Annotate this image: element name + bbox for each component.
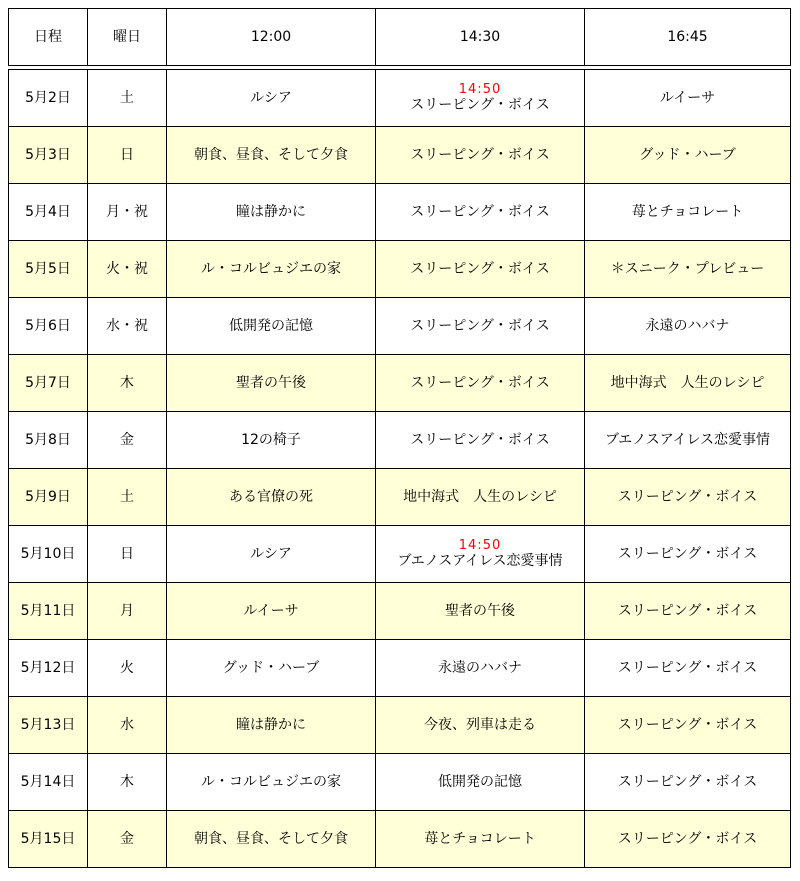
program-title: 聖者の午後 bbox=[445, 602, 515, 619]
slot-1430-cell bbox=[376, 412, 585, 469]
slot-1430-cell bbox=[376, 583, 585, 640]
program-title: 今夜、列車は走る bbox=[424, 716, 536, 733]
program-title: スリーピング・ボイス bbox=[410, 146, 550, 163]
schedule-row bbox=[9, 298, 791, 355]
header-time-1430: 14:30 bbox=[376, 9, 585, 66]
schedule-row bbox=[9, 469, 791, 526]
schedule-row bbox=[9, 355, 791, 412]
date-cell: 5月3日 bbox=[9, 127, 88, 184]
slot-1200-cell: ル・コルビュジエの家 bbox=[167, 241, 376, 298]
program-title: 永遠のハバナ bbox=[438, 659, 522, 676]
slot-1200-cell: 聖者の午後 bbox=[167, 355, 376, 412]
weekday-cell: 木 bbox=[88, 754, 167, 811]
slot-1430-cell bbox=[376, 241, 585, 298]
program-title: 地中海式 人生のレシピ bbox=[403, 488, 557, 505]
slot-1645-cell: 苺とチョコレート bbox=[585, 184, 791, 241]
weekday-cell: 土 bbox=[88, 70, 167, 127]
slot-1200-cell: 低開発の記憶 bbox=[167, 298, 376, 355]
date-cell: 5月9日 bbox=[9, 469, 88, 526]
date-cell: 5月15日 bbox=[9, 811, 88, 868]
date-cell: 5月8日 bbox=[9, 412, 88, 469]
slot-1430-cell bbox=[376, 697, 585, 754]
schedule-row bbox=[9, 754, 791, 811]
slot-1645-cell: スリーピング・ボイス bbox=[585, 697, 791, 754]
slot-1200-cell: ルシア bbox=[167, 70, 376, 127]
slot-1645-cell: スリーピング・ボイス bbox=[585, 469, 791, 526]
schedule-row bbox=[9, 640, 791, 697]
schedule-row bbox=[9, 811, 791, 868]
weekday-cell: 金 bbox=[88, 811, 167, 868]
slot-1645-cell: グッド・ハーブ bbox=[585, 127, 791, 184]
slot-1430-cell bbox=[376, 811, 585, 868]
date-cell: 5月12日 bbox=[9, 640, 88, 697]
slot-1200-cell: 瞳は静かに bbox=[167, 184, 376, 241]
weekday-cell: 火 bbox=[88, 640, 167, 697]
slot-1430-cell bbox=[376, 640, 585, 697]
slot-1645-cell: スリーピング・ボイス bbox=[585, 583, 791, 640]
slot-1200-cell: 瞳は静かに bbox=[167, 697, 376, 754]
schedule-row bbox=[9, 184, 791, 241]
date-cell: 5月6日 bbox=[9, 298, 88, 355]
program-title: スリーピング・ボイス bbox=[410, 203, 550, 220]
slot-1645-cell: ＊スニーク・プレビュー bbox=[585, 241, 791, 298]
slot-1200-cell: ある官僚の死 bbox=[167, 469, 376, 526]
header-time-1645: 16:45 bbox=[585, 9, 791, 66]
slot-1200-cell: 12の椅子 bbox=[167, 412, 376, 469]
weekday-cell: 日 bbox=[88, 526, 167, 583]
weekday-cell: 日 bbox=[88, 127, 167, 184]
slot-1430-cell bbox=[376, 298, 585, 355]
weekday-cell: 月・祝 bbox=[88, 184, 167, 241]
weekday-cell: 土 bbox=[88, 469, 167, 526]
slot-1430-cell bbox=[376, 469, 585, 526]
slot-1645-cell: 地中海式 人生のレシピ bbox=[585, 355, 791, 412]
schedule-row bbox=[9, 583, 791, 640]
program-title: スリーピング・ボイス bbox=[410, 96, 550, 113]
program-title: ブエノスアイレス恋愛事情 bbox=[397, 552, 563, 569]
schedule-row bbox=[9, 127, 791, 184]
slot-1200-cell: ルイーサ bbox=[167, 583, 376, 640]
slot-1200-cell: ルシア bbox=[167, 526, 376, 583]
weekday-cell: 水・祝 bbox=[88, 298, 167, 355]
slot-1430-cell bbox=[376, 754, 585, 811]
date-cell: 5月4日 bbox=[9, 184, 88, 241]
weekday-cell: 木 bbox=[88, 355, 167, 412]
date-cell: 5月13日 bbox=[9, 697, 88, 754]
slot-1430-cell bbox=[376, 355, 585, 412]
schedule-row bbox=[9, 697, 791, 754]
slot-1200-cell: 朝食、昼食、そして夕食 bbox=[167, 811, 376, 868]
schedule-table bbox=[8, 8, 791, 868]
program-title: スリーピング・ボイス bbox=[410, 431, 550, 448]
date-cell: 5月10日 bbox=[9, 526, 88, 583]
schedule-row bbox=[9, 70, 791, 127]
program-title: 低開発の記憶 bbox=[438, 773, 522, 790]
slot-1645-cell: スリーピング・ボイス bbox=[585, 526, 791, 583]
weekday-cell: 金 bbox=[88, 412, 167, 469]
program-title: スリーピング・ボイス bbox=[410, 317, 550, 334]
weekday-cell: 水 bbox=[88, 697, 167, 754]
slot-1200-cell: グッド・ハーブ bbox=[167, 640, 376, 697]
slot-1200-cell: ル・コルビュジエの家 bbox=[167, 754, 376, 811]
header-weekday: 曜日 bbox=[88, 9, 167, 66]
slot-1645-cell: ルイーサ bbox=[585, 70, 791, 127]
header-time-1200: 12:00 bbox=[167, 9, 376, 66]
slot-1430-cell bbox=[376, 184, 585, 241]
time-change-note: 14:50 bbox=[458, 81, 502, 97]
header-row bbox=[9, 9, 791, 66]
program-title: スリーピング・ボイス bbox=[410, 260, 550, 277]
date-cell: 5月14日 bbox=[9, 754, 88, 811]
header-date: 日程 bbox=[9, 9, 88, 66]
slot-1645-cell: スリーピング・ボイス bbox=[585, 754, 791, 811]
slot-1645-cell: ブエノスアイレス恋愛事情 bbox=[585, 412, 791, 469]
weekday-cell: 月 bbox=[88, 583, 167, 640]
slot-1200-cell: 朝食、昼食、そして夕食 bbox=[167, 127, 376, 184]
slot-1645-cell: スリーピング・ボイス bbox=[585, 811, 791, 868]
slot-1645-cell: スリーピング・ボイス bbox=[585, 640, 791, 697]
slot-1430-cell bbox=[376, 127, 585, 184]
schedule-row bbox=[9, 526, 791, 583]
slot-1645-cell: 永遠のハバナ bbox=[585, 298, 791, 355]
schedule-row bbox=[9, 241, 791, 298]
program-title: 苺とチョコレート bbox=[424, 830, 536, 847]
date-cell: 5月5日 bbox=[9, 241, 88, 298]
weekday-cell: 火・祝 bbox=[88, 241, 167, 298]
time-change-note: 14:50 bbox=[458, 537, 502, 553]
schedule-row bbox=[9, 412, 791, 469]
program-title: スリーピング・ボイス bbox=[410, 374, 550, 391]
date-cell: 5月7日 bbox=[9, 355, 88, 412]
date-cell: 5月11日 bbox=[9, 583, 88, 640]
slot-1430-cell bbox=[376, 526, 585, 583]
date-cell: 5月2日 bbox=[9, 70, 88, 127]
slot-1430-cell bbox=[376, 70, 585, 127]
